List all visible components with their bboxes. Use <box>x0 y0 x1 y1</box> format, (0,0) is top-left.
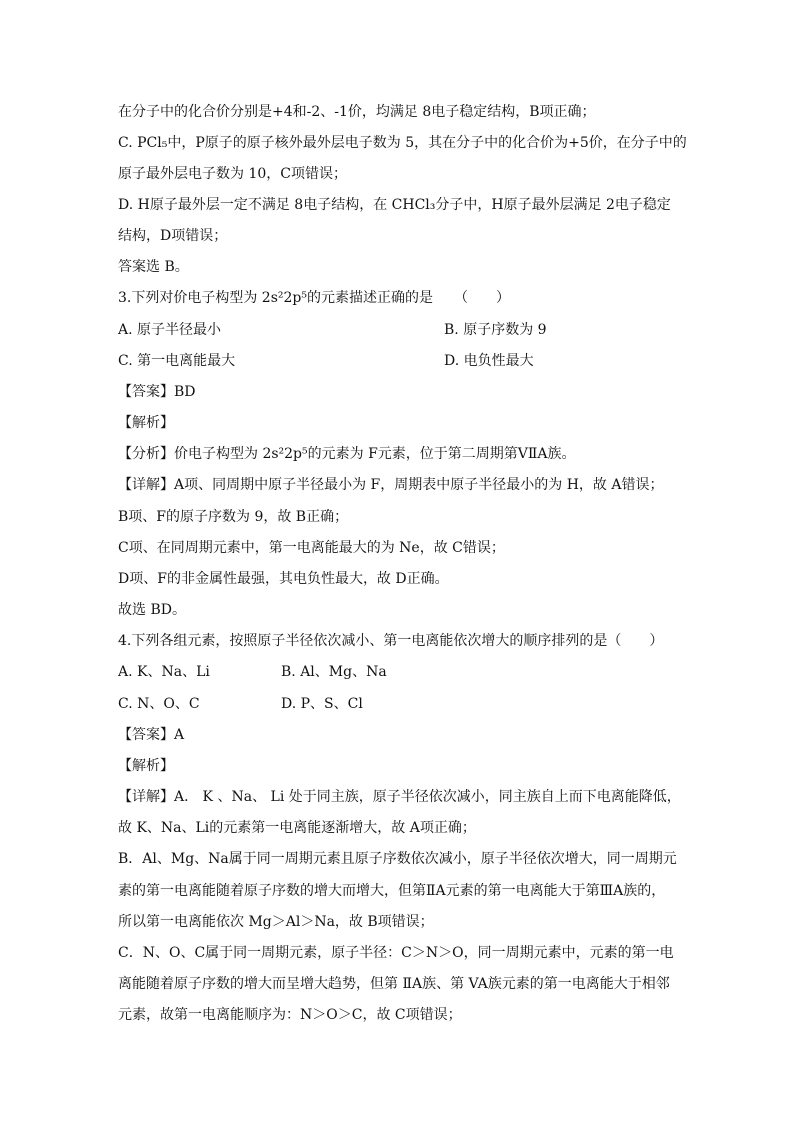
text-line: C. PCl₅中，P原子的原子核外最外层电子数为 5，其在分子中的化合价为+5价，在分子中的 <box>118 135 687 151</box>
text-line: 离能随着原子序数的增大而呈增大趋势，但第 ⅡA族、第 VA族元素的第一电离能大于相邻 <box>118 976 670 992</box>
question-3: 3.下列对价电子构型为 2s²2p⁵的元素描述正确的是 （ ） <box>118 290 510 306</box>
option-c: C. 第一电离能最大 <box>118 353 236 369</box>
text-line: 元素，故第一电离能顺序为：N＞O＞C，故 C项错误； <box>118 1007 462 1023</box>
option-a: A. 原子半径最小 <box>118 322 222 338</box>
text-line: 【详解】A项、同周期中原子半径最小为 F，周期表中原子半径最小的为 H，故 A错误； <box>118 477 664 493</box>
text-line: 【分析】价电子构型为 2s²2p⁵的元素为 F元素，位于第二周期第ⅤⅡA族。 <box>118 446 576 462</box>
option-b: B. Al、Mg、Na <box>281 664 387 680</box>
option-a: A. K、Na、Li <box>118 664 210 680</box>
text-line: 结构，D项错误； <box>118 228 228 244</box>
answer-label: 【答案】BD <box>118 384 196 400</box>
question-4: 4.下列各组元素，按照原子半径依次减小、第一电离能依次增大的顺序排列的是（ ） <box>118 633 664 649</box>
option-d: D. P、S、Cl <box>281 696 363 712</box>
text-line: 原子最外层电子数为 10，C项错误； <box>118 166 347 182</box>
text-line: 答案选 B。 <box>118 259 189 275</box>
option-c: C. N、O、C <box>118 696 200 712</box>
option-d: D. 电负性最大 <box>444 353 534 369</box>
text-line: B项、F的原子序数为 9，故 B正确； <box>118 509 349 525</box>
text-line: 故选 BD。 <box>118 602 186 618</box>
text-line: B．Al、Mg、Na属于同一周期元素且原子序数依次减小，原子半径依次增大，同一周期元 <box>118 851 677 867</box>
text-line: D. H原子最外层一定不满足 8电子结构，在 CHCl₃分子中，H原子最外层满足 2电子稳定 <box>118 197 671 213</box>
text-line: 【详解】A． K 、Na、 Li 处于同主族，原子半径依次减小，同主族自上而下电离能降低， <box>118 789 681 805</box>
text-line: C项、在同周期元素中，第一电离能最大的为 Ne，故 C错误； <box>118 540 505 556</box>
text-line: 在分子中的化合价分别是+4和-2、-1价，均满足 8电子稳定结构，B项正确； <box>118 104 596 120</box>
option-b: B. 原子序数为 9 <box>444 322 547 338</box>
analysis-label: 【解析】 <box>118 758 174 774</box>
text-line: 素的第一电离能随着原子序数的增大而增大，但第ⅡA元素的第一电离能大于第ⅢA族的， <box>118 883 666 899</box>
text-line: 故 K、Na、Li的元素第一电离能逐渐增大，故 A项正确； <box>118 820 476 836</box>
text-line: D项、F的非金属性最强，其电负性最大，故 D正确。 <box>118 571 449 587</box>
answer-label: 【答案】A <box>118 727 185 743</box>
text-line: 所以第一电离能依次 Mg＞Al＞Na，故 B项错误； <box>118 914 434 930</box>
text-line: C．N、O、C属于同一周期元素，原子半径：C＞N＞O，同一周期元素中，元素的第一电 <box>118 945 674 961</box>
analysis-label: 【解析】 <box>118 415 174 431</box>
